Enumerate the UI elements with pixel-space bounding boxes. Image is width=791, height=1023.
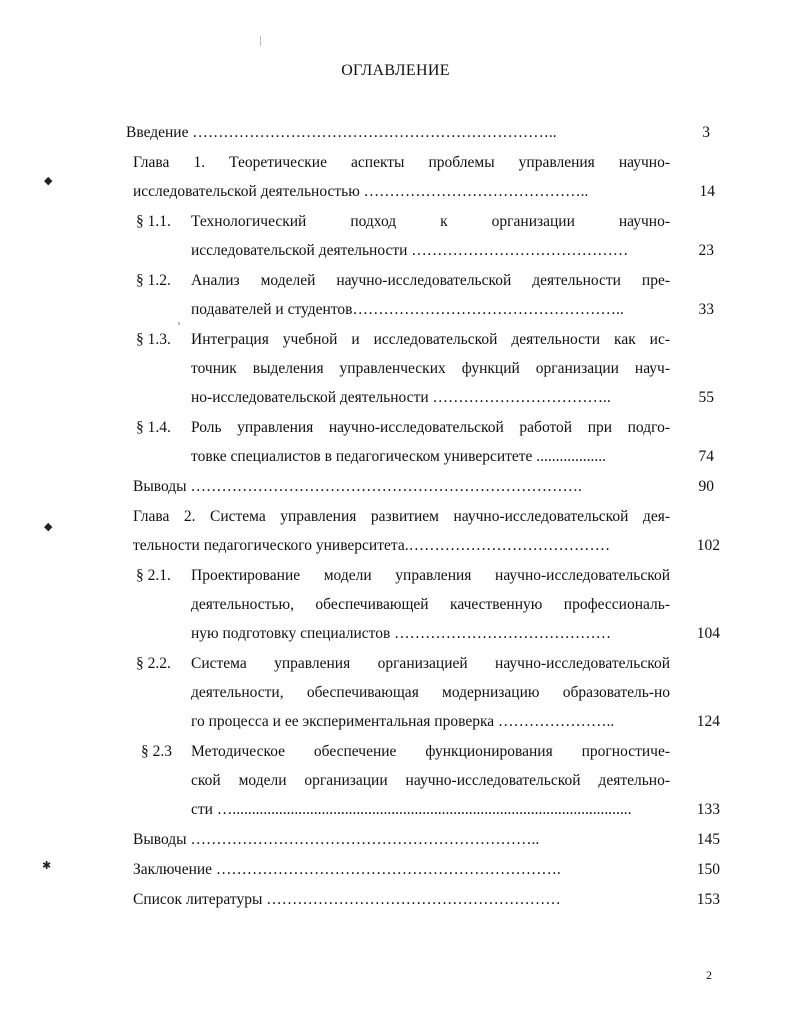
scan-mark-1-icon: ◆	[44, 175, 53, 187]
toc-concl2-text: Выводы …………………………………………………………..	[133, 831, 540, 848]
toc-s13-line-2: точник выделения управленческих функций организации науч-	[191, 360, 670, 377]
toc-s22-number: § 2.2.	[136, 655, 171, 672]
toc-s14-number: § 1.4.	[136, 419, 171, 436]
toc-s13-line-1: Интеграция учебной и исследовательской деятельности как ис-	[191, 331, 670, 348]
toc-s21-line-3: ную подготовку специалистов ……………………………………	[191, 625, 612, 642]
toc-s11-line-2: исследовательской деятельности ……………………………………	[191, 242, 629, 259]
page-number: 2	[706, 968, 712, 982]
toc-s13-line-3: но-исследовательской деятельности ……………………………..	[191, 389, 611, 406]
toc-s11-number: § 1.1.	[136, 213, 171, 230]
toc-intro-text: Введение ……………………………………………………………..	[126, 124, 557, 141]
toc-s14-line-2: товке специалистов в педагогическом университете ..................	[191, 448, 607, 465]
toc-concl2-page: 145	[696, 831, 720, 848]
toc-ch1-line-1: Глава 1. Теоретические аспекты проблемы управления научно-	[133, 154, 670, 171]
toc-s12-page: 33	[698, 301, 714, 318]
toc-conclusion-text: Заключение ………………………………………………………….	[133, 861, 561, 878]
toc-s23-number: § 2.3	[141, 743, 172, 760]
scan-speck-2	[178, 322, 180, 325]
toc-s21-page: 104	[696, 625, 720, 642]
toc-concl1-text: Выводы ………………………………………………………………….	[133, 478, 582, 495]
toc-s12-number: § 1.2.	[136, 272, 171, 289]
toc-s13-page: 55	[698, 389, 714, 406]
toc-s14-line-1: Роль управления научно-исследовательской работой при подго-	[191, 419, 670, 436]
toc-s11-page: 23	[698, 242, 714, 259]
scan-mark-3-icon: ✱	[42, 860, 52, 872]
page-title: ОГЛАВЛЕНИЕ	[341, 62, 450, 79]
toc-s21-line-1: Проектирование модели управления научно-исследовательской	[191, 567, 670, 584]
toc-conclusion-page: 150	[696, 861, 720, 878]
toc-s23-line-2: ской модели организации научно-исследовательской деятельно-	[191, 772, 670, 789]
toc-ch2-line-2: тельности педагогического университета.…………………………………	[133, 537, 611, 554]
toc-s23-page: 133	[696, 801, 720, 818]
toc-s12-line-1: Анализ моделей научно-исследовательской деятельности пре-	[191, 272, 670, 289]
scan-mark-2-icon: ◆	[44, 521, 53, 533]
toc-s11-line-1: Технологический подход к организации научно-	[191, 213, 670, 230]
toc-s22-line-2: деятельности, обеспечивающая модернизацию образователь-но	[191, 684, 670, 701]
toc-ch1-page: 14	[699, 183, 715, 200]
toc-s22-page: 124	[696, 713, 720, 730]
toc-s23-line-3: сти ….......................................................................................................	[191, 801, 632, 818]
toc-s21-number: § 2.1.	[136, 567, 171, 584]
toc-s21-line-2: деятельностью, обеспечивающей качественную профессиональ-	[191, 596, 670, 613]
toc-ch1-line-2: исследовательской деятельностью ……………………………………..	[133, 183, 589, 200]
toc-s12-line-2: подавателей и студентов……………………………………………..	[191, 301, 624, 318]
toc-s23-line-1: Методическое обеспечение функционирования прогностиче-	[191, 743, 670, 760]
toc-biblio-page: 153	[696, 891, 720, 908]
toc-biblio-text: Список литературы …………………………………………………	[133, 891, 561, 908]
toc-s22-line-3: го процесса и ее экспериментальная проверка …………………..	[191, 713, 615, 730]
toc-concl1-page: 90	[698, 478, 714, 495]
toc-ch2-page: 102	[696, 537, 720, 554]
toc-ch2-line-1: Глава 2. Система управления развитием научно-исследовательской дея-	[133, 508, 670, 525]
toc-s22-line-1: Система управления организацией научно-исследовательской	[191, 655, 670, 672]
toc-intro-page: 3	[702, 124, 710, 141]
toc-s13-number: § 1.3.	[136, 331, 171, 348]
toc-s14-page: 74	[698, 448, 714, 465]
scan-speck-1	[260, 36, 261, 46]
